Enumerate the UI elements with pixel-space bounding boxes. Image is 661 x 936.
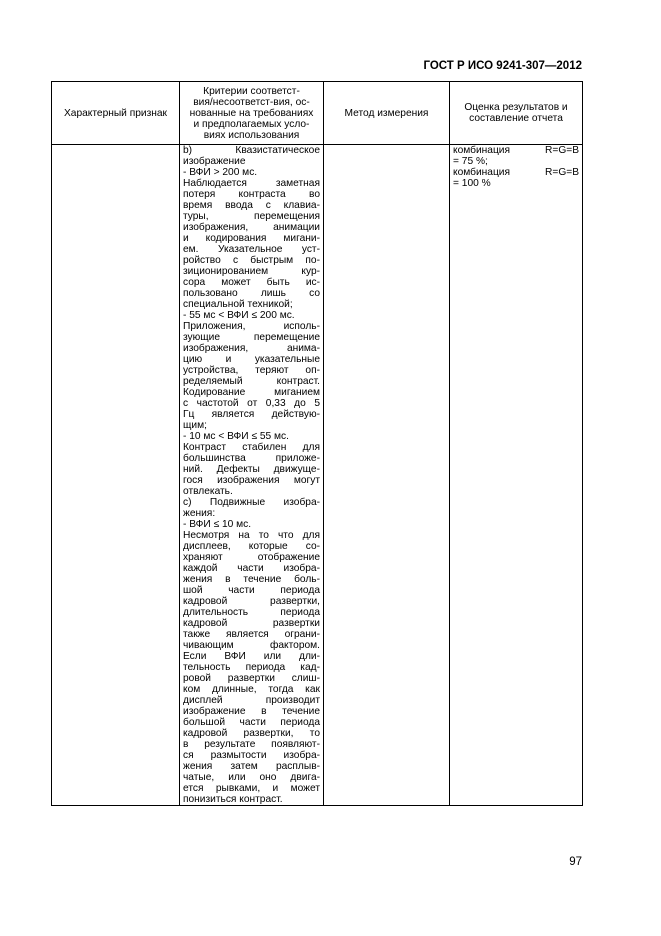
criteria-line: зующие перемещение <box>183 332 320 343</box>
criteria-line: изображение в течение <box>183 706 320 717</box>
header-evaluation <box>450 82 583 145</box>
criteria-line: большинства приложе- <box>183 453 320 464</box>
criteria-line: ся размытости изобра- <box>183 750 320 761</box>
criteria-line: жения затем расплыв- <box>183 761 320 772</box>
header-criteria <box>180 82 324 145</box>
criteria-line: Приложения, исполь- <box>183 321 320 332</box>
criteria-line: пользовано лишь со <box>183 288 320 299</box>
cell-method <box>324 145 450 806</box>
criteria-line: Несмотря на то что для <box>183 530 320 541</box>
criteria-line: дисплеев, которые со- <box>183 541 320 552</box>
criteria-line: цию и указательные <box>183 354 320 365</box>
criteria-line: жения: <box>183 508 216 519</box>
header-feature: Характерный признак <box>52 82 180 145</box>
criteria-line: кадровой развертки, то <box>183 728 320 739</box>
header-evaluation-text: Оценка результатов и составление отчета <box>464 102 568 124</box>
criteria-line: ется рывками, и может <box>183 783 320 794</box>
evaluation-entry <box>453 145 579 156</box>
criteria-line: длительность периода <box>183 607 320 618</box>
criteria-line: - 55 мс < ВФИ ≤ 200 мс. <box>183 310 295 321</box>
page-number: 97 <box>569 856 582 868</box>
criteria-line: Наблюдается заметная <box>183 178 320 189</box>
criteria-line: с) Подвижные изобра- <box>183 497 320 508</box>
criteria-line: Контраст стабилен для <box>183 442 320 453</box>
evaluation-value: = 75 %; <box>453 156 488 167</box>
cell-evaluation <box>450 145 583 806</box>
criteria-line: ком длинные, тогда как <box>183 684 320 695</box>
criteria-line: ем. Указательное уст- <box>183 244 320 255</box>
table-row <box>52 145 583 806</box>
criteria-line: в результате появляют- <box>183 739 320 750</box>
criteria-line: потеря контраста во <box>183 189 320 200</box>
criteria-line: жения в течение боль- <box>183 574 320 585</box>
criteria-line: зиционированием кур- <box>183 266 320 277</box>
criteria-line: - ВФИ > 200 мс. <box>183 167 258 178</box>
criteria-line: чатые, или оно двига- <box>183 772 320 783</box>
criteria-line: время ввода с клавиа- <box>183 200 320 211</box>
criteria-line: ройство с быстрым по- <box>183 255 320 266</box>
criteria-line: Если ВФИ или дли- <box>183 651 320 662</box>
criteria-line: также является ограни- <box>183 629 320 640</box>
criteria-line: отвлекать. <box>183 486 233 497</box>
criteria-line: понизиться контраст. <box>183 794 283 805</box>
criteria-line: храняют отображение <box>183 552 320 563</box>
evaluation-color-code: R=G=B <box>545 145 579 156</box>
criteria-line: кадровой развертки, <box>183 596 320 607</box>
criteria-line: - 10 мс < ВФИ ≤ 55 мс. <box>183 431 289 442</box>
criteria-line: и кодирования мигани- <box>183 233 320 244</box>
criteria-line: тельность периода кад- <box>183 662 320 673</box>
criteria-line: гося изображения могут <box>183 475 320 486</box>
criteria-line: специальной техникой; <box>183 299 293 310</box>
criteria-line: сора может быть ис- <box>183 277 320 288</box>
requirements-table <box>51 81 583 806</box>
standard-code: ГОСТ Р ИСО 9241-307—2012 <box>423 60 582 72</box>
evaluation-entry <box>453 167 579 178</box>
evaluation-color-code: R=G=B <box>545 167 579 178</box>
evaluation-label: комбинация <box>453 167 510 178</box>
criteria-line: щим; <box>183 420 207 431</box>
criteria-line: ределяемый контраст. <box>183 376 320 387</box>
header-criteria-text: Критерии соответст- вия/несоответст-вия, ос- нованные на требованиях и предполагаемых усло- виях использования <box>189 85 314 141</box>
criteria-line: устройства, теряют оп- <box>183 365 320 376</box>
criteria-line: Кодирование миганием <box>183 387 320 398</box>
header-method: Метод измерения <box>324 82 450 145</box>
criteria-line: - ВФИ ≤ 10 мс. <box>183 519 252 530</box>
table-header-row <box>52 82 583 145</box>
evaluation-label: комбинация <box>453 145 510 156</box>
criteria-line: каждой части изобра- <box>183 563 320 574</box>
criteria-line: изображения, анимации <box>183 222 320 233</box>
criteria-line: с частотой от 0,33 до 5 <box>183 398 320 409</box>
criteria-line: туры, перемещения <box>183 211 320 222</box>
criteria-line: шой части периода <box>183 585 320 596</box>
evaluation-value: = 100 % <box>453 178 491 189</box>
criteria-line: изображение <box>183 156 246 167</box>
criteria-line: большой части периода <box>183 717 320 728</box>
cell-feature <box>52 145 180 806</box>
criteria-line: дисплей производит <box>183 695 320 706</box>
criteria-line: b) Квазистатическое <box>183 145 320 156</box>
criteria-line: Гц является действую- <box>183 409 320 420</box>
cell-criteria <box>180 145 324 806</box>
criteria-line: ровой развертки слиш- <box>183 673 320 684</box>
criteria-line: кадровой развертки <box>183 618 320 629</box>
criteria-line: изображения, анима- <box>183 343 320 354</box>
criteria-line: чивающим фактором. <box>183 640 320 651</box>
criteria-line: ний. Дефекты движуще- <box>183 464 320 475</box>
